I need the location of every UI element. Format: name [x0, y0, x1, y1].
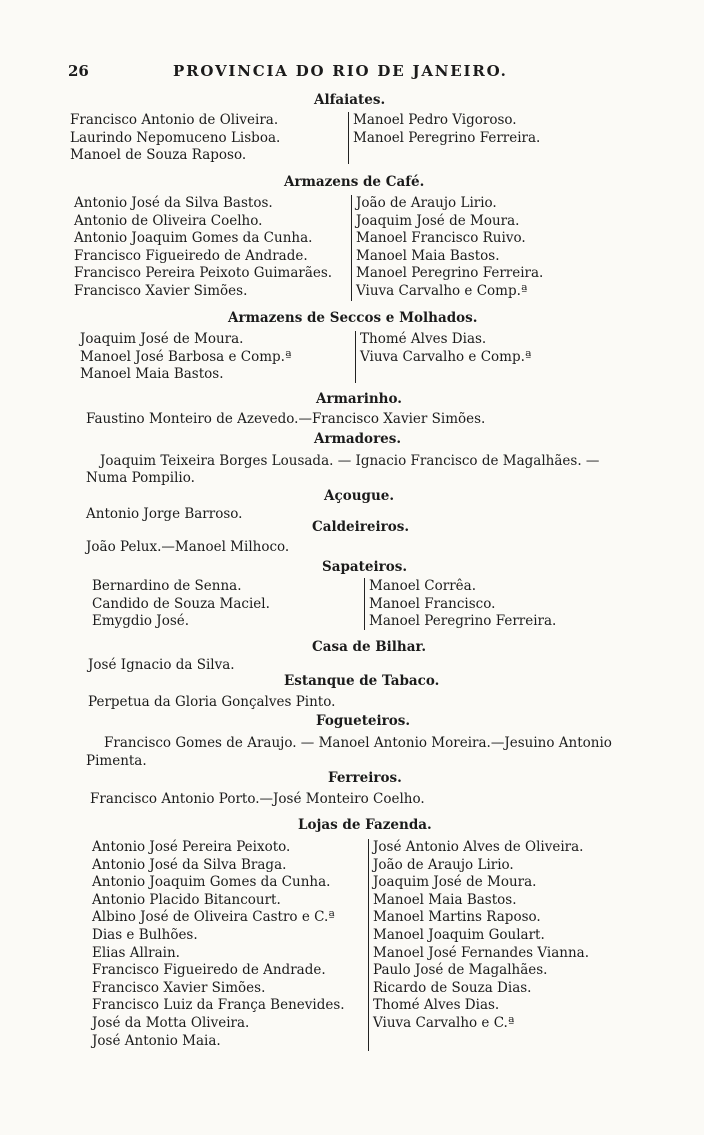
estanque-text: Perpetua da Gloria Gonçalves Pinto.: [88, 694, 336, 710]
list-item: Manoel Maia Bastos.: [373, 891, 517, 908]
heading-sapateiros: Sapateiros.: [322, 559, 408, 575]
list-item: Antonio Joaquim Gomes da Cunha.: [74, 230, 313, 247]
list-item: Joaquim José de Moura.: [80, 331, 244, 347]
lojas-fazenda-right-list: [373, 839, 589, 1033]
list-item: Manoel Maia Bastos.: [80, 366, 224, 383]
list-item: Francisco Figueiredo de Andrade.: [92, 962, 326, 979]
list-item: Manoel Peregrino Ferreira.: [356, 265, 544, 282]
list-item: Viuva Carvalho e Comp.ª: [356, 282, 528, 299]
caldeireiros-text: João Pelux.—Manoel Milhoco.: [86, 539, 290, 555]
list-item: Manoel Francisco.: [369, 595, 496, 612]
heading-armarinho: Armarinho.: [316, 391, 402, 407]
list-item: Manoel Pedro Vigoroso.: [353, 112, 517, 128]
list-item: Francisco Xavier Simões.: [74, 282, 248, 299]
sapateiros-right-list: [369, 578, 556, 631]
heading-estanque: Estanque de Tabaco.: [284, 673, 440, 689]
list-item: Antonio José da Silva Braga.: [92, 856, 287, 873]
list-item: Manoel José Barbosa e Comp.ª: [80, 348, 292, 365]
heading-casa-bilhar: Casa de Bilhar.: [312, 639, 427, 655]
list-item: Bernardino de Senna.: [92, 578, 242, 594]
page-number: 26: [68, 62, 89, 80]
fogueteiros-text-line1: Francisco Gomes de Araujo. — Manoel Antonio Moreira.—Jesuino Antonio: [104, 735, 612, 751]
list-item: João de Araujo Lirio.: [356, 195, 497, 211]
list-item: Manoel Peregrino Ferreira.: [353, 129, 541, 146]
armazens-seccos-left-list: [80, 331, 291, 384]
column-divider: [368, 839, 369, 1051]
list-item: Paulo José de Magalhães.: [373, 962, 548, 979]
acougue-text: Antonio Jorge Barroso.: [86, 506, 243, 522]
list-item: Manoel Martins Raposo.: [373, 909, 541, 926]
list-item: Joaquim José de Moura.: [373, 874, 537, 891]
list-item: Viuva Carvalho e C.ª: [373, 1014, 515, 1031]
list-item: Manoel Corrêa.: [369, 578, 476, 594]
list-item: Manoel Peregrino Ferreira.: [369, 613, 557, 630]
casa-bilhar-text: José Ignacio da Silva.: [88, 657, 235, 673]
heading-fogueteiros: Fogueteiros.: [316, 713, 411, 729]
list-item: Antonio Placido Bitancourt.: [92, 891, 281, 908]
list-item: Viuva Carvalho e Comp.ª: [360, 348, 532, 365]
armazens-cafe-left-list: [74, 195, 332, 301]
list-item: Emygdio José.: [92, 613, 190, 630]
armazens-seccos-right-list: [360, 331, 531, 366]
list-item: Manoel de Souza Raposo.: [70, 147, 247, 164]
list-item: Francisco Pereira Peixoto Guimarães.: [74, 265, 333, 282]
column-divider: [355, 331, 356, 383]
list-item: Elias Allrain.: [92, 944, 180, 961]
heading-alfaiates: Alfaiates.: [314, 92, 386, 108]
heading-ferreiros: Ferreiros.: [328, 770, 402, 786]
column-divider: [364, 578, 365, 630]
heading-acougue: Açougue.: [324, 488, 395, 504]
heading-armazens-seccos: Armazens de Seccos e Molhados.: [228, 310, 478, 326]
list-item: Dias e Bulhões.: [92, 926, 198, 943]
list-item: Ricardo de Souza Dias.: [373, 979, 532, 996]
column-divider: [348, 112, 349, 164]
page-header: [68, 62, 548, 82]
list-item: João de Araujo Lirio.: [373, 856, 514, 873]
list-item: Manoel Joaquim Goulart.: [373, 926, 545, 943]
list-item: Joaquim José de Moura.: [356, 212, 520, 229]
list-item: Francisco Luiz da França Benevides.: [92, 997, 345, 1014]
ferreiros-text: Francisco Antonio Porto.—José Monteiro Coelho.: [90, 791, 425, 807]
lojas-fazenda-left-list: [92, 839, 345, 1050]
list-item: Candido de Souza Maciel.: [92, 595, 270, 612]
page-title: PROVINCIA DO RIO DE JANEIRO.: [173, 62, 508, 80]
armadores-text-line2: Numa Pompilio.: [86, 470, 195, 486]
alfaiates-left-list: [70, 112, 280, 165]
list-item: Manoel José Fernandes Vianna.: [373, 944, 590, 961]
list-item: Manoel Maia Bastos.: [356, 247, 500, 264]
list-item: Francisco Xavier Simões.: [92, 979, 266, 996]
list-item: Laurindo Nepomuceno Lisboa.: [70, 129, 281, 146]
fogueteiros-text-line2: Pimenta.: [86, 753, 147, 769]
column-divider: [351, 195, 352, 301]
list-item: Albino José de Oliveira Castro e C.ª: [92, 909, 335, 926]
list-item: Antonio de Oliveira Coelho.: [74, 212, 263, 229]
list-item: Antonio José Pereira Peixoto.: [92, 839, 291, 855]
list-item: Antonio Joaquim Gomes da Cunha.: [92, 874, 331, 891]
list-item: Francisco Figueiredo de Andrade.: [74, 247, 308, 264]
list-item: Manoel Francisco Ruivo.: [356, 230, 526, 247]
armarinho-text: Faustino Monteiro de Azevedo.—Francisco Xavier Simões.: [86, 411, 486, 427]
alfaiates-right-list: [353, 112, 540, 147]
list-item: José Antonio Maia.: [92, 1032, 221, 1049]
heading-armadores: Armadores.: [314, 431, 402, 447]
heading-lojas-fazenda: Lojas de Fazenda.: [298, 817, 432, 833]
heading-armazens-cafe: Armazens de Café.: [284, 174, 425, 190]
armazens-cafe-right-list: [356, 195, 543, 301]
sapateiros-left-list: [92, 578, 270, 631]
list-item: Francisco Antonio de Oliveira.: [70, 112, 279, 128]
list-item: Thomé Alves Dias.: [360, 331, 487, 347]
armadores-text-line1: Joaquim Teixeira Borges Lousada. — Ignacio Francisco de Magalhães. —: [100, 453, 600, 469]
list-item: Antonio José da Silva Bastos.: [74, 195, 273, 211]
list-item: Thomé Alves Dias.: [373, 997, 500, 1014]
heading-caldeireiros: Caldeireiros.: [312, 519, 410, 535]
list-item: José da Motta Oliveira.: [92, 1014, 250, 1031]
list-item: José Antonio Alves de Oliveira.: [373, 839, 584, 855]
